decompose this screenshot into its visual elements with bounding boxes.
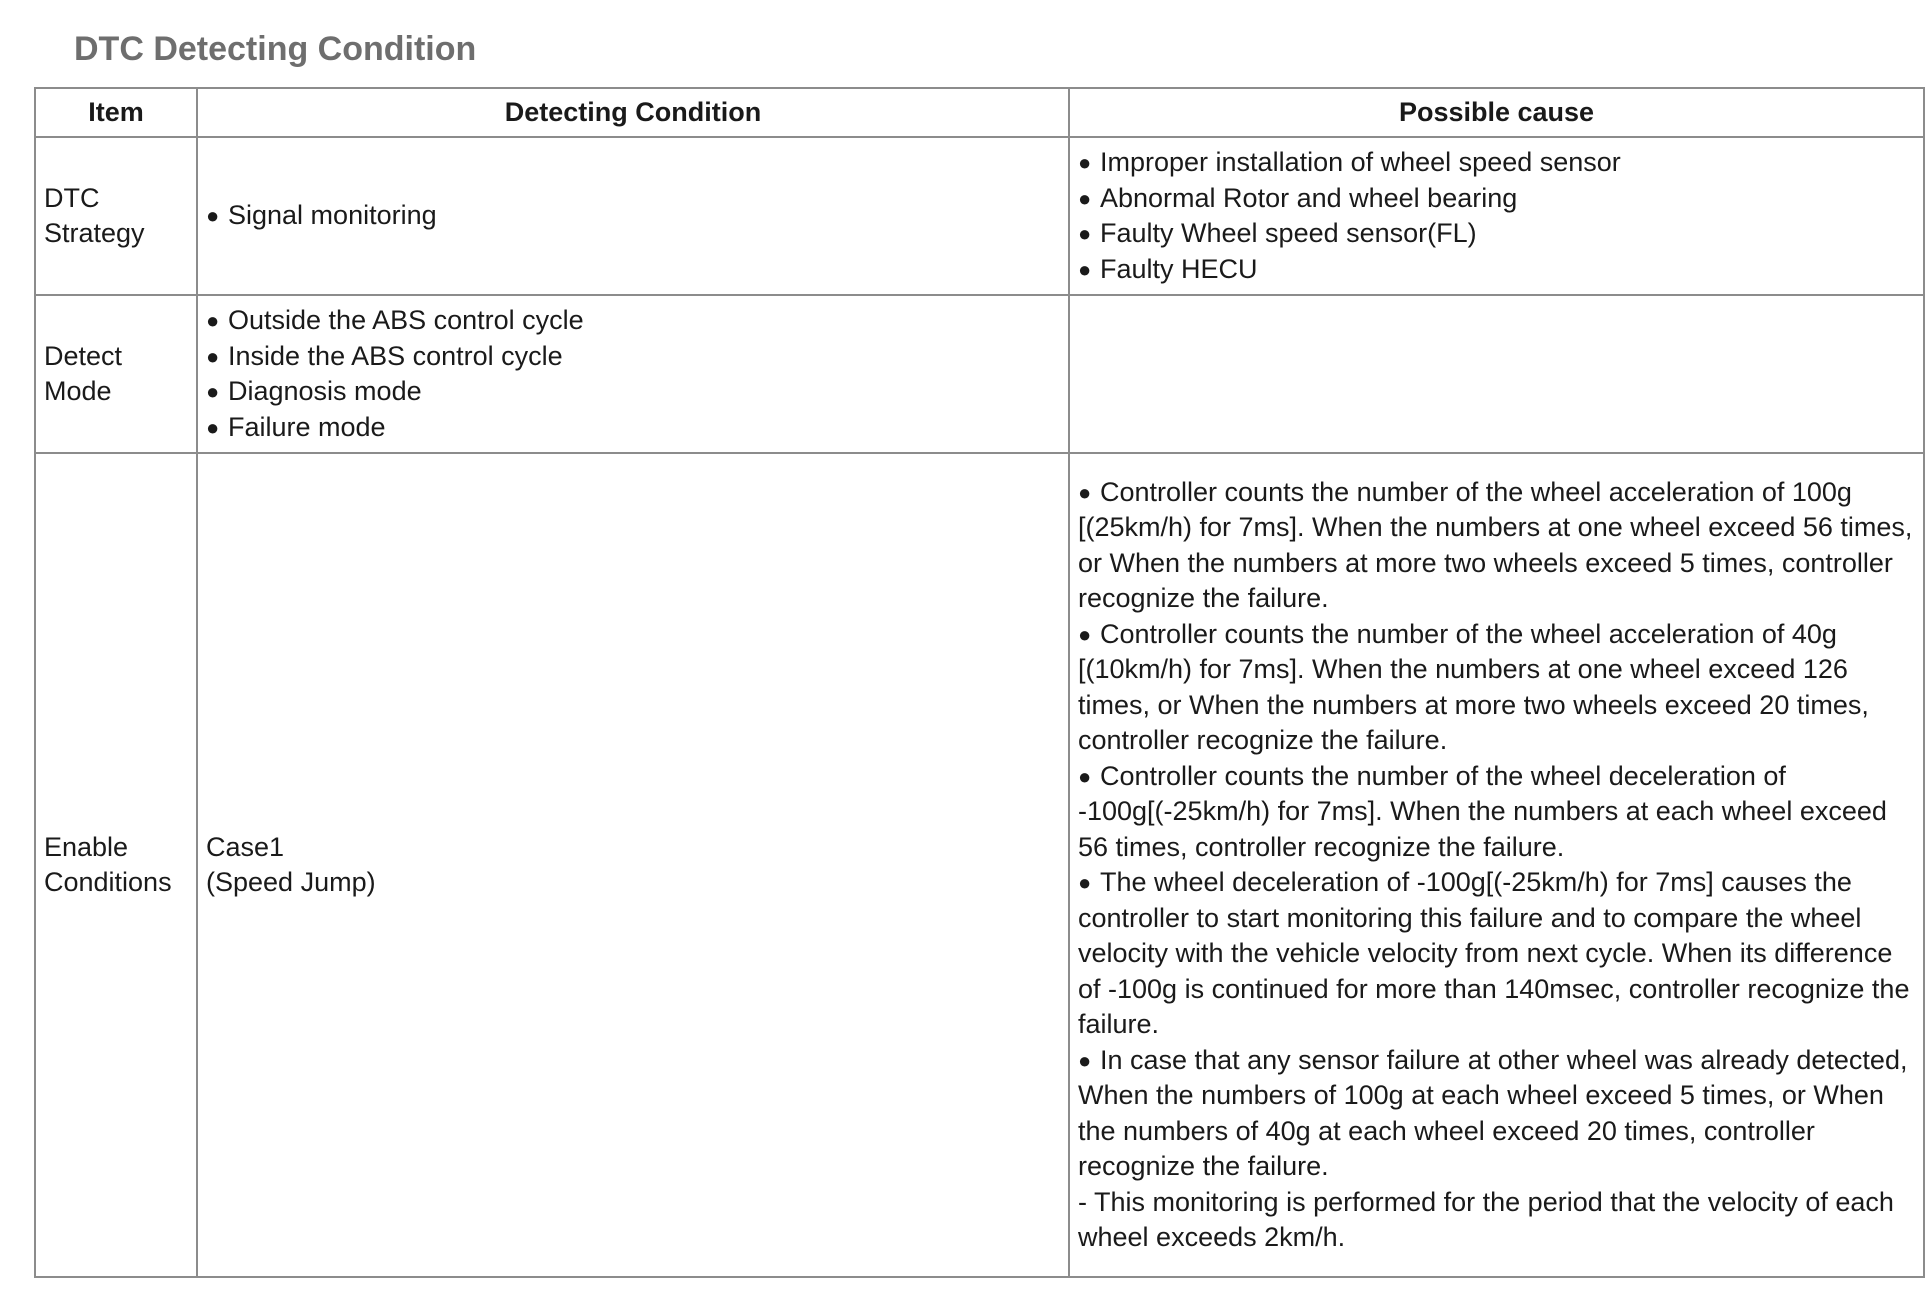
- list-item: [206, 374, 1060, 410]
- list-item-text: Faulty Wheel speed sensor(FL): [1100, 218, 1477, 248]
- list-item-text: Diagnosis mode: [228, 376, 422, 406]
- table-header-row: [35, 88, 1924, 137]
- list-item-text: Failure mode: [228, 411, 386, 442]
- paragraph-text: Controller counts the number of the wheel acceleration of 100g [(25km/h) for 7ms]. When the numbers at one wheel exceed 56 times, or When the numbers at more two wheels exceed 5 times, controller recognize the failure.: [1078, 476, 1913, 613]
- cell-condition: [197, 453, 1069, 1277]
- paragraph-text: Controller counts the number of the wheel acceleration of 40g [(10km/h) for 7ms]. When the numbers at one wheel exceed 126 times, or When the numbers at more two wheels exceed 20 times, controller recognize the failure.: [1078, 618, 1869, 755]
- list-item: [206, 198, 1060, 234]
- bullet-icon: ●: [1078, 221, 1092, 246]
- paragraph-text: Controller counts the number of the wheel deceleration of -100g[(-25km/h) for 7ms]. When the numbers at each wheel exceed 56 times, controller recognize the failure.: [1078, 760, 1887, 862]
- list-item-text: Inside the ABS control cycle: [228, 340, 563, 371]
- case-label: Case1 (Speed Jump): [206, 831, 376, 897]
- cell-item: [35, 453, 197, 1277]
- cell-cause: [1069, 137, 1924, 295]
- bullet-icon: ●: [1078, 1047, 1092, 1073]
- bullet-icon: ●: [1078, 256, 1092, 282]
- bullet-icon: ●: [206, 308, 220, 333]
- list-item-text: Improper installation of wheel speed sensor: [1100, 147, 1621, 177]
- header-detecting-condition: Detecting Condition: [197, 88, 1069, 137]
- table-row-detect-mode: [35, 295, 1924, 453]
- bullet-icon: ●: [1078, 870, 1092, 895]
- cause-note: - This monitoring is performed for the period that the velocity of each wheel exceeds 2km/h.: [1078, 1186, 1894, 1252]
- table-row-dtc-strategy: [35, 137, 1924, 295]
- cell-item: [35, 137, 197, 295]
- cause-paragraph: [1078, 865, 1915, 1043]
- list-item: [1078, 145, 1915, 181]
- cell-cause: [1069, 453, 1924, 1277]
- bullet-icon: ●: [206, 343, 220, 369]
- list-item: [206, 339, 1060, 375]
- list-item: [1078, 216, 1915, 252]
- cause-paragraph: [1078, 1043, 1915, 1185]
- list-item: [206, 410, 1060, 446]
- bullet-icon: ●: [1078, 185, 1092, 211]
- list-item-text: Outside the ABS control cycle: [228, 305, 584, 335]
- list-item: [1078, 252, 1915, 288]
- paragraph-text: The wheel deceleration of -100g[(-25km/h) for 7ms] causes the controller to start monitoring this failure and to compare the wheel velocity with the vehicle velocity from next cycle. When its difference of -100g is continued for more than 140msec, controller recognize the failure.: [1078, 867, 1910, 1039]
- list-item: [206, 303, 1060, 339]
- item-label: Enable Conditions: [44, 831, 172, 897]
- cell-item: [35, 295, 197, 453]
- header-possible-cause: Possible cause: [1069, 88, 1924, 137]
- section-title: DTC Detecting Condition: [74, 30, 477, 68]
- cell-condition: [197, 137, 1069, 295]
- condition-list: [206, 198, 1060, 234]
- bullet-icon: ●: [206, 379, 220, 404]
- bullet-icon: ●: [1078, 621, 1092, 647]
- bullet-icon: ●: [1078, 479, 1092, 505]
- header-item: Item: [35, 88, 197, 137]
- bullet-icon: ●: [1078, 150, 1092, 175]
- item-label: Detect Mode: [44, 340, 123, 406]
- list-item-text: Abnormal Rotor and wheel bearing: [1100, 182, 1518, 213]
- cause-paragraph: [1078, 759, 1915, 866]
- cell-cause-empty: [1069, 295, 1924, 453]
- cause-paragraph: [1078, 617, 1915, 759]
- list-item: [1078, 181, 1915, 217]
- table-row-enable-conditions: [35, 453, 1924, 1277]
- dtc-condition-table: [34, 87, 1925, 1278]
- list-item-text: Signal monitoring: [228, 200, 437, 231]
- bullet-icon: ●: [206, 203, 220, 229]
- cell-condition: [197, 295, 1069, 453]
- bullet-icon: ●: [206, 414, 220, 440]
- item-label: DTC Strategy: [44, 182, 145, 248]
- list-item-text: Faulty HECU: [1100, 253, 1258, 284]
- cause-list: [1078, 145, 1915, 287]
- paragraph-text: In case that any sensor failure at other wheel was already detected, When the numbers of 100g at each wheel exceed 5 times, or When the numbers of 40g at each wheel exceed 20 times, controller recognize the failure.: [1078, 1044, 1908, 1181]
- cause-paragraph: [1078, 475, 1915, 617]
- condition-list: [206, 303, 1060, 445]
- bullet-icon: ●: [1078, 763, 1092, 789]
